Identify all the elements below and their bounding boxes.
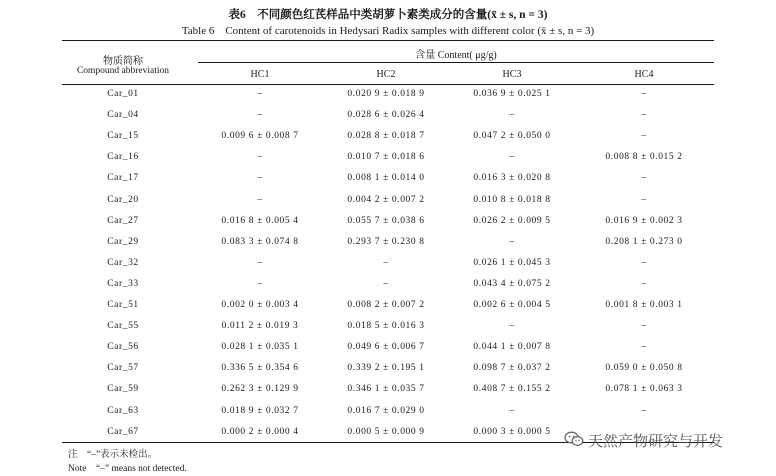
value-cell-hc2: 0.000 5 ± 0.000 9 bbox=[347, 426, 425, 437]
value-cell-hc1: – bbox=[257, 278, 263, 289]
value-cell-hc1: 0.002 0 ± 0.003 4 bbox=[221, 300, 299, 310]
value-cell-hc4: – bbox=[641, 89, 647, 99]
compound-header-en: Compound abbreviation bbox=[76, 66, 170, 76]
value-cell-hc2: 0.055 7 ± 0.038 6 bbox=[347, 215, 425, 226]
value-cell-hc2: 0.008 1 ± 0.014 0 bbox=[347, 173, 425, 184]
value-cell-hc2: 0.016 7 ± 0.029 0 bbox=[347, 405, 425, 416]
value-cell-hc3: 0.047 2 ± 0.050 0 bbox=[473, 131, 551, 142]
value-cell-hc3: 0.026 2 ± 0.009 5 bbox=[473, 215, 551, 226]
value-cell-hc3: – bbox=[509, 405, 515, 416]
content-subrule bbox=[198, 62, 714, 63]
col-header-hc2: HC2 bbox=[376, 69, 396, 80]
compound-name-cell: Car_63 bbox=[107, 405, 139, 416]
value-cell-hc4: – bbox=[641, 173, 647, 184]
value-cell-hc2: 0.049 6 ± 0.006 7 bbox=[347, 342, 425, 353]
col-header-hc4: HC4 bbox=[634, 69, 654, 80]
value-cell-hc4: – bbox=[641, 194, 647, 205]
value-cell-hc1: – bbox=[257, 89, 263, 99]
value-cell-hc1: – bbox=[257, 152, 263, 163]
value-cell-hc3: 0.002 6 ± 0.004 5 bbox=[473, 300, 551, 310]
value-cell-hc4: 0.208 1 ± 0.273 0 bbox=[605, 236, 683, 247]
value-cell-hc3: 0.016 3 ± 0.020 8 bbox=[473, 173, 551, 184]
value-cell-hc3: 0.408 7 ± 0.155 2 bbox=[473, 384, 551, 395]
value-cell-hc3: 0.036 9 ± 0.025 1 bbox=[473, 89, 551, 99]
col-header-hc1: HC1 bbox=[250, 69, 270, 80]
compound-name-cell: Car_67 bbox=[107, 426, 139, 437]
value-cell-hc4: 0.008 8 ± 0.015 2 bbox=[605, 152, 683, 163]
compound-name-cell: Car_27 bbox=[107, 215, 139, 226]
value-cell-hc4: – bbox=[641, 110, 647, 121]
compound-name-cell: Car_32 bbox=[107, 257, 139, 268]
compound-name-cell: Car_17 bbox=[107, 173, 139, 184]
compound-name-cell: Car_01 bbox=[107, 89, 139, 99]
value-cell-hc4: 0.001 8 ± 0.003 1 bbox=[605, 300, 683, 310]
value-cell-hc1: – bbox=[257, 194, 263, 205]
value-cell-hc1: 0.018 9 ± 0.032 7 bbox=[221, 405, 299, 416]
table-title-en: Table 6 Content of carotenoids in Hedysari Radix samples with different color (x̄ ± s, n = 3) bbox=[181, 25, 595, 37]
value-cell-hc3: 0.000 3 ± 0.000 5 bbox=[473, 426, 551, 437]
value-cell-hc3: 0.044 1 ± 0.007 8 bbox=[473, 342, 551, 353]
value-cell-hc1: 0.016 8 ± 0.005 4 bbox=[221, 215, 299, 226]
value-cell-hc4: – bbox=[641, 278, 647, 289]
value-cell-hc4: – bbox=[641, 342, 647, 353]
value-cell-hc4: 0.078 1 ± 0.063 3 bbox=[605, 384, 683, 395]
value-cell-hc3: 0.026 1 ± 0.045 3 bbox=[473, 257, 551, 268]
value-cell-hc4: 0.059 0 ± 0.050 8 bbox=[605, 363, 683, 374]
compound-header-cn: 物质简称 bbox=[103, 56, 143, 67]
compound-name-cell: Car_15 bbox=[107, 131, 139, 142]
content-header: 含量 Content( μg/g) bbox=[415, 50, 497, 61]
value-cell-hc2: 0.339 2 ± 0.195 1 bbox=[347, 363, 425, 374]
compound-name-cell: Car_51 bbox=[107, 300, 139, 310]
compound-name-cell: Car_56 bbox=[107, 342, 139, 353]
value-cell-hc2: 0.028 6 ± 0.026 4 bbox=[347, 110, 425, 121]
compound-name-cell: Car_55 bbox=[107, 321, 139, 332]
value-cell-hc3: 0.098 7 ± 0.037 2 bbox=[473, 363, 551, 374]
watermark bbox=[564, 430, 723, 451]
value-cell-hc2: 0.293 7 ± 0.230 8 bbox=[347, 236, 425, 247]
value-cell-hc2: 0.010 7 ± 0.018 6 bbox=[347, 152, 425, 163]
table-title-cn: 表6 不同颜色红芪样品中类胡萝卜素类成分的含量(x̄ ± s, n = 3) bbox=[228, 9, 548, 21]
value-cell-hc1: 0.083 3 ± 0.074 8 bbox=[221, 236, 299, 247]
value-cell-hc1: – bbox=[257, 110, 263, 121]
compound-name-cell: Car_59 bbox=[107, 384, 139, 395]
value-cell-hc2: – bbox=[383, 278, 389, 289]
value-cell-hc3: 0.010 8 ± 0.018 8 bbox=[473, 194, 551, 205]
wechat-icon bbox=[564, 431, 584, 451]
value-cell-hc2: 0.008 2 ± 0.007 2 bbox=[347, 300, 425, 310]
value-cell-hc1: 0.000 2 ± 0.000 4 bbox=[221, 426, 299, 437]
value-cell-hc1: 0.009 6 ± 0.008 7 bbox=[221, 131, 299, 142]
value-cell-hc2: 0.028 8 ± 0.018 7 bbox=[347, 131, 425, 142]
value-cell-hc2: 0.004 2 ± 0.007 2 bbox=[347, 194, 425, 205]
compound-name-cell: Car_29 bbox=[107, 236, 139, 247]
value-cell-hc4: 0.016 9 ± 0.002 3 bbox=[605, 215, 683, 226]
compound-name-cell: Car_20 bbox=[107, 194, 139, 205]
value-cell-hc2: 0.346 1 ± 0.035 7 bbox=[347, 384, 425, 395]
value-cell-hc4: – bbox=[641, 131, 647, 142]
note-cn: 注 “–”表示未检出。 bbox=[68, 450, 158, 460]
watermark-text: 天然产物研究与开发 bbox=[588, 432, 724, 450]
compound-name-cell: Car_16 bbox=[107, 152, 139, 163]
top-rule bbox=[62, 40, 714, 41]
header-rule bbox=[62, 84, 714, 85]
value-cell-hc2: 0.018 5 ± 0.016 3 bbox=[347, 321, 425, 332]
value-cell-hc3: – bbox=[509, 152, 515, 163]
value-cell-hc4: – bbox=[641, 257, 647, 268]
value-cell-hc1: 0.262 3 ± 0.129 9 bbox=[221, 384, 299, 395]
value-cell-hc3: – bbox=[509, 110, 515, 121]
value-cell-hc1: – bbox=[257, 173, 263, 184]
compound-name-cell: Car_04 bbox=[107, 110, 139, 121]
compound-name-cell: Car_33 bbox=[107, 278, 139, 289]
value-cell-hc3: – bbox=[509, 321, 515, 332]
value-cell-hc3: – bbox=[509, 236, 515, 247]
value-cell-hc1: 0.028 1 ± 0.035 1 bbox=[221, 342, 299, 353]
value-cell-hc2: 0.020 9 ± 0.018 9 bbox=[347, 89, 425, 99]
value-cell-hc3: 0.043 4 ± 0.075 2 bbox=[473, 278, 551, 289]
col-header-hc3: HC3 bbox=[502, 69, 522, 80]
note-en: Note “–” means not detected. bbox=[68, 464, 187, 474]
value-cell-hc1: – bbox=[257, 257, 263, 268]
value-cell-hc2: – bbox=[383, 257, 389, 268]
value-cell-hc4: – bbox=[641, 321, 647, 332]
value-cell-hc4: – bbox=[641, 405, 647, 416]
value-cell-hc1: 0.011 2 ± 0.019 3 bbox=[221, 321, 299, 332]
value-cell-hc1: 0.336 5 ± 0.354 6 bbox=[221, 363, 299, 374]
compound-name-cell: Car_57 bbox=[107, 363, 139, 374]
